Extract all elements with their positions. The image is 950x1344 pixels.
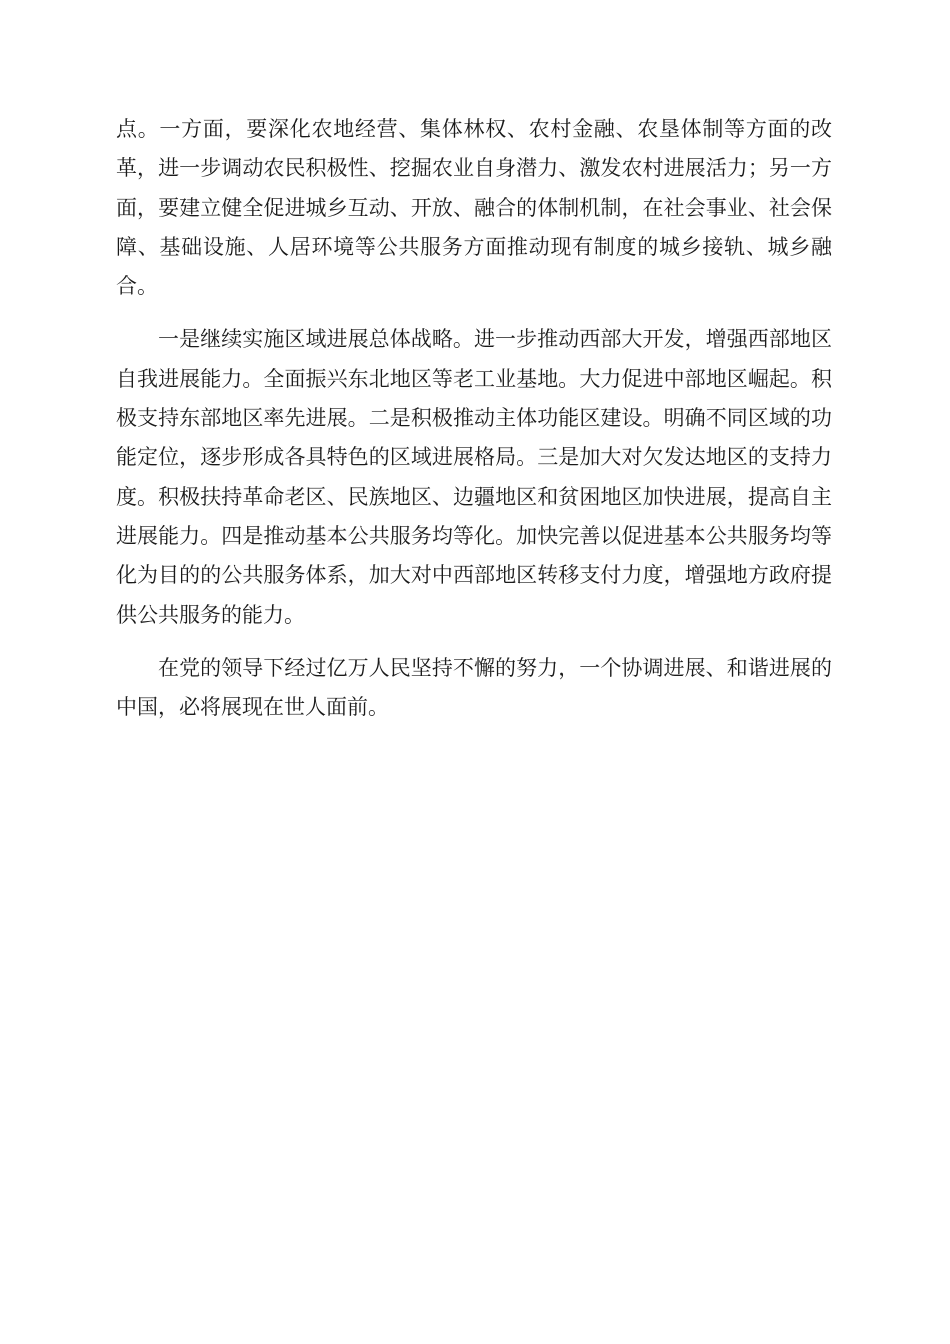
paragraph-regional-strategy: 一是继续实施区域进展总体战略。进一步推动西部大开发，增强西部地区自我进展能力。全面振兴东北地区等老工业基地。大力促进中部地区崛起。积极支持东部地区率先进展。二是积极推动主体功能区建设。明确不同区域的功能定位，逐步形成各具特色的区域进展格局。三是加大对欠发达地区的支持力度。积极扶持革命老区、民族地区、边疆地区和贫困地区加快进展，提高自主进展能力。四是推动基本公共服务均等化。加快完善以促进基本公共服务均等化为目的的公共服务体系，加大对中西部地区转移支付力度，增强地方政府提供公共服务的能力。 xyxy=(116,327,832,627)
paragraph-reform: 点。一方面，要深化农地经营、集体林权、农村金融、农垦体制等方面的改革，进一步调动农民积极性、挖掘农业自身潜力、激发农村进展活力；另一方面，要建立健全促进城乡互动、开放、融合的体制机制，在社会事业、社会保障、基础设施、人居环境等公共服务方面推动现有制度的城乡接轨、城乡融合。 xyxy=(116,117,832,299)
document-body xyxy=(116,110,832,727)
paragraph-conclusion: 在党的领导下经过亿万人民坚持不懈的努力，一个协调进展、和谐进展的中国，必将展现在世人面前。 xyxy=(116,655,832,720)
